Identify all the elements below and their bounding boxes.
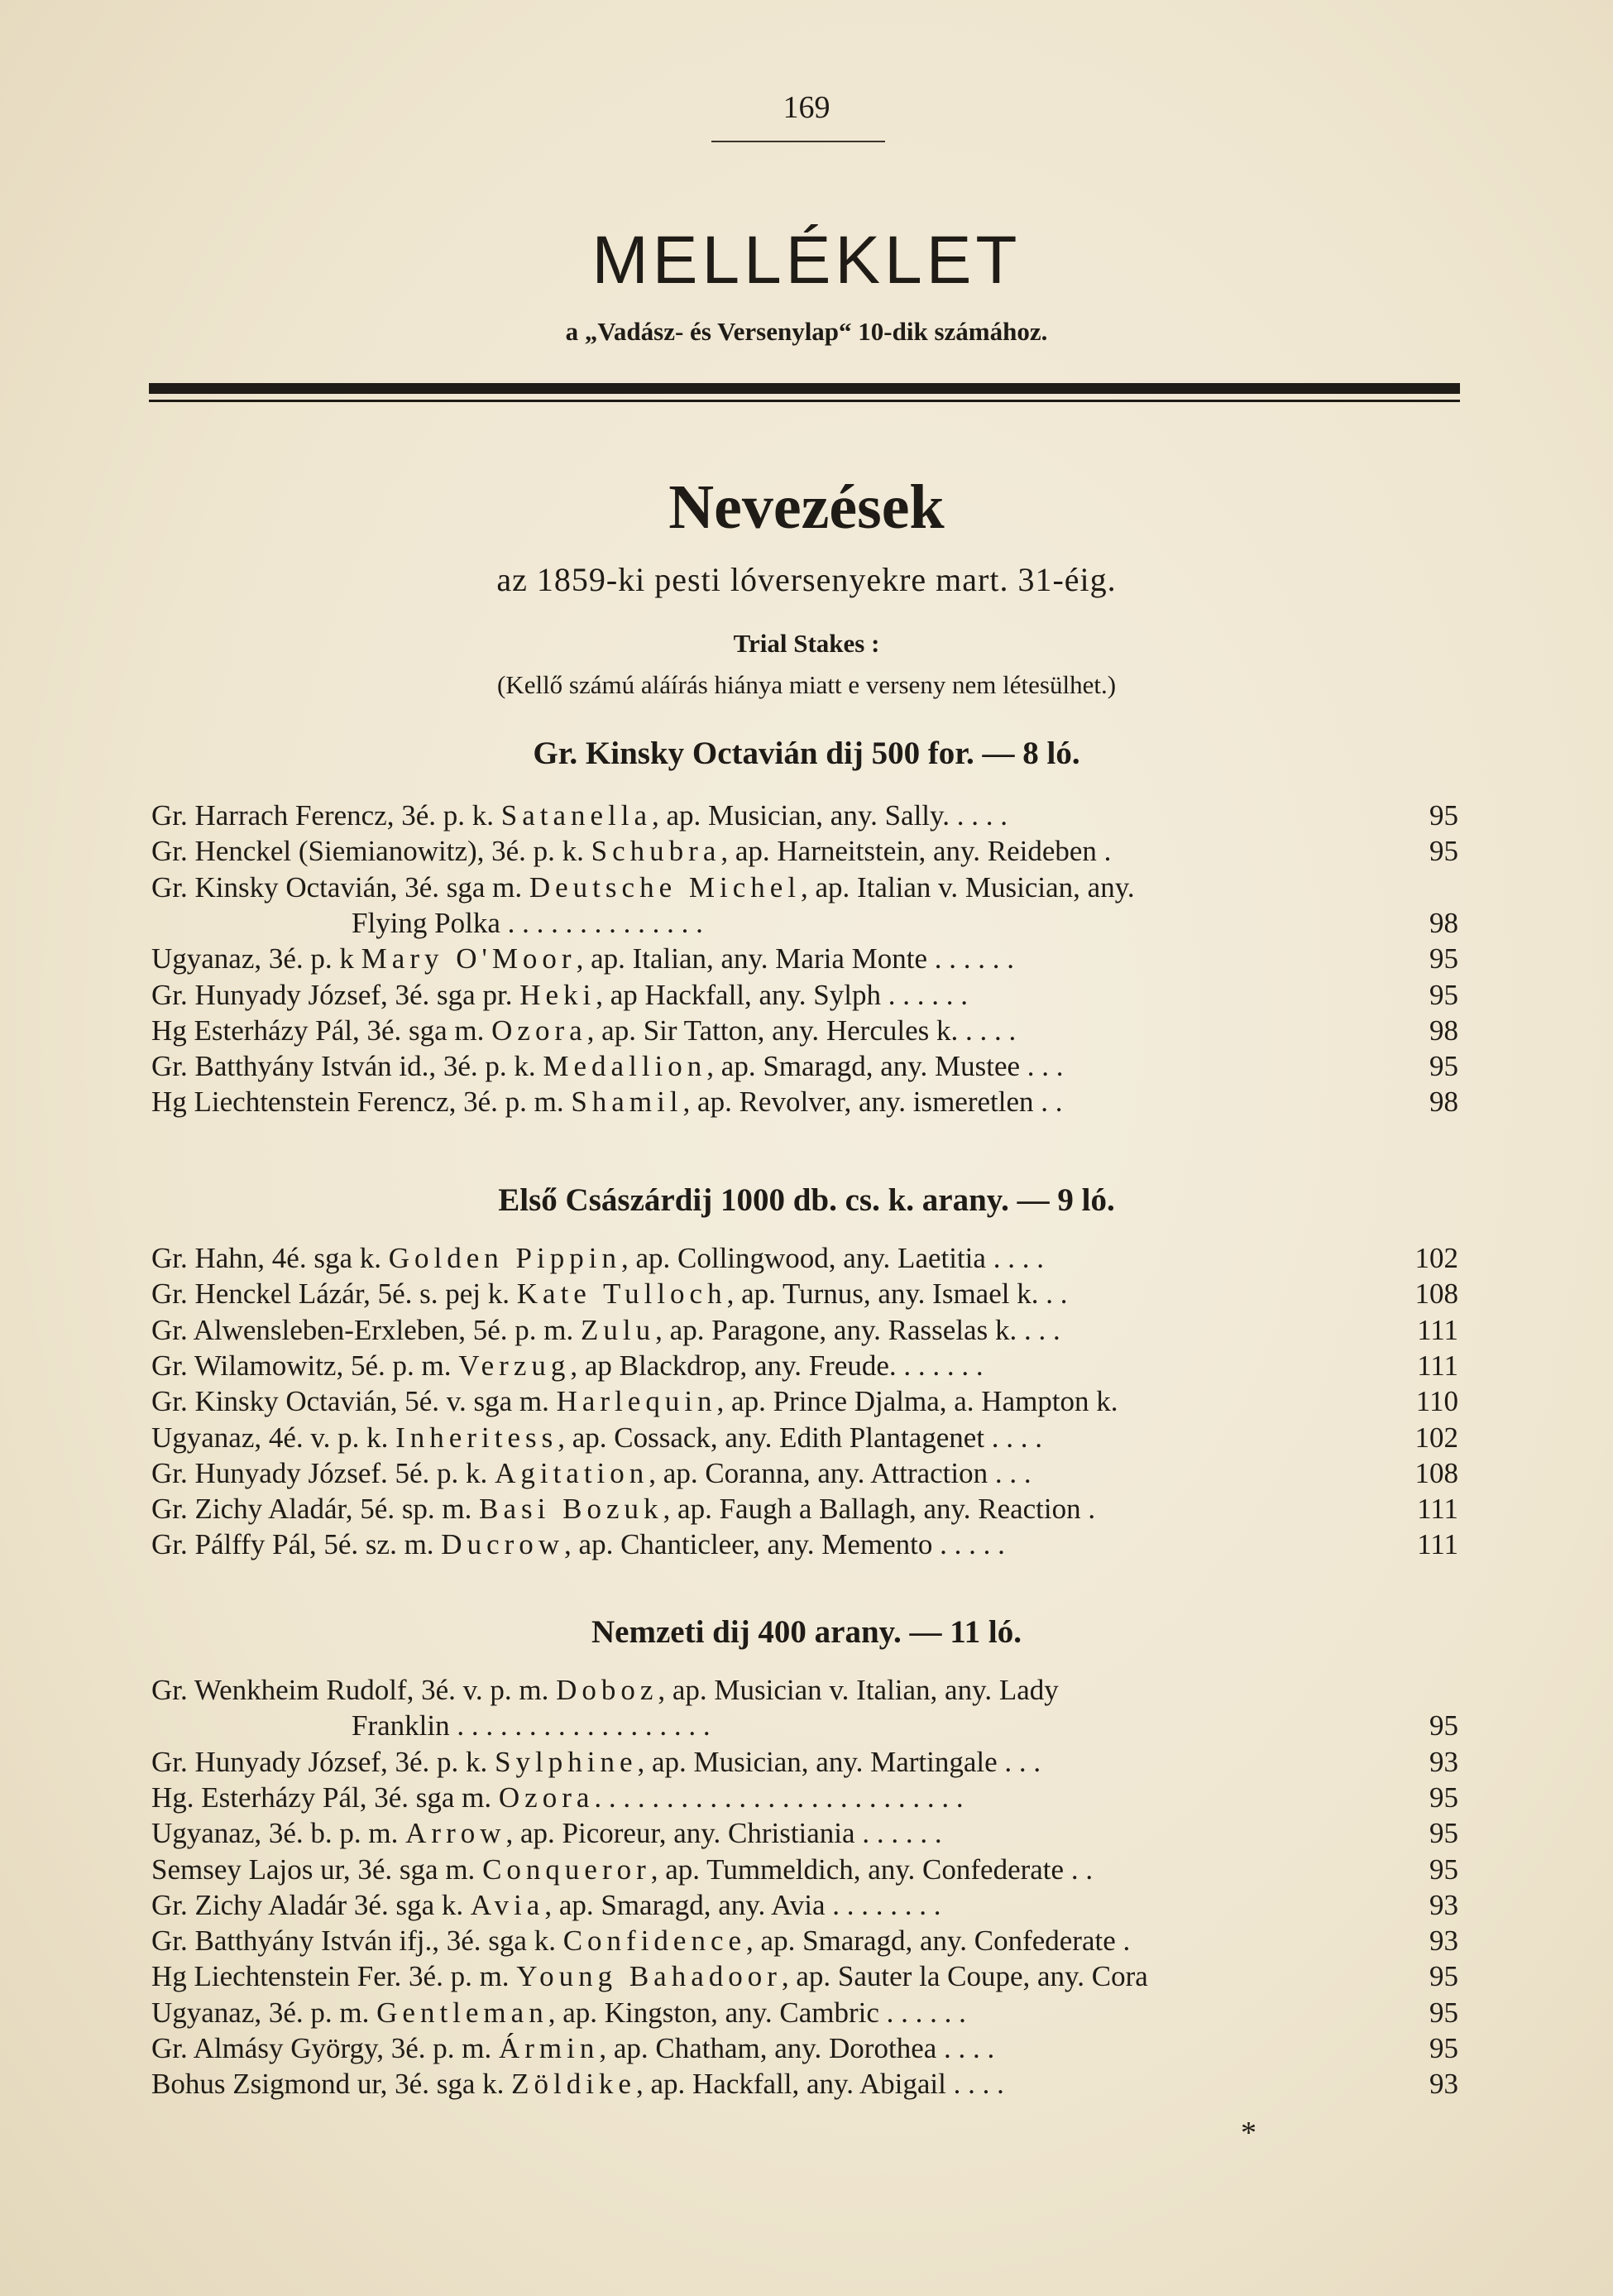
weight-value: 111 [1417, 1313, 1458, 1346]
entry-text [151, 1958, 1148, 1996]
entry-text [151, 1419, 1042, 1457]
weight-value: 98 [1429, 1086, 1458, 1119]
owner-and-details: Gr. Henckel Lázár, 5é. s. pej k. [151, 1277, 517, 1311]
entry-line [151, 1275, 1458, 1313]
weight-value: 98 [1429, 906, 1458, 939]
horse-name: Harlequin [556, 1385, 717, 1418]
entry-line [151, 1083, 1458, 1121]
weight-value: 110 [1415, 1385, 1458, 1418]
owner-and-details: Gr. Hunyady József, 3é. p. k. [151, 1745, 495, 1778]
pedigree: , ap. Coranna, any. Attraction . . . [649, 1456, 1031, 1489]
owner-and-details: Ugyanaz, 3é. p. k [151, 942, 361, 975]
weight-value: 95 [1429, 942, 1458, 975]
entry-line [151, 1851, 1458, 1889]
horse-name: Sylphine [495, 1745, 638, 1778]
entry-text [151, 1526, 1005, 1564]
weight-value: 95 [1429, 1817, 1458, 1850]
pedigree: , ap. Smaragd, any. Mustee . . . [706, 1050, 1064, 1083]
entry-text [151, 1383, 1118, 1421]
weight-value: 108 [1414, 1277, 1458, 1311]
owner-and-details: Hg Liechtenstein Ferencz, 3é. p. m. [151, 1086, 572, 1119]
horse-name: Shamil [571, 1086, 683, 1119]
horse-name: Ozora [498, 1781, 595, 1814]
heavy-rule [149, 383, 1460, 394]
entry-text [151, 869, 1135, 907]
entry-line [151, 1743, 1458, 1781]
race-title: Gr. Kinsky Octavián dij 500 for. — 8 ló. [533, 736, 1080, 771]
owner-and-details: Gr. Batthyány István ifj., 3é. sga k. [151, 1925, 563, 1958]
entry-text [151, 1083, 1063, 1121]
pedigree: , ap. Turnus, any. Ismael k. . . [726, 1277, 1068, 1311]
entry-line [151, 1347, 1458, 1385]
horse-name: Agitation [495, 1456, 649, 1489]
entry-text [151, 1851, 1093, 1889]
weight-value: 111 [1417, 1493, 1458, 1526]
owner-and-details: Gr. Hunyady József. 5é. p. k. [151, 1456, 495, 1489]
horse-name: Satanella [500, 799, 653, 832]
pedigree: , ap Hackfall, any. Sylph . . . . . . [596, 978, 968, 1011]
race-title: Első Császárdij 1000 db. cs. k. arany. — 9 ló. [498, 1182, 1115, 1218]
pedigree: , ap. Sauter la Coupe, any. Cora [781, 1960, 1148, 1993]
entry-line [151, 1311, 1458, 1349]
entry-text [151, 1994, 966, 2032]
entry-text [151, 976, 968, 1014]
entry-line [151, 1779, 1458, 1817]
owner-and-details: Gr. Wilamowitz, 5é. p. m. [151, 1349, 459, 1382]
weight-value: 108 [1414, 1456, 1458, 1489]
entry-text [151, 1490, 1095, 1528]
owner-and-details: Gr. Wenkheim Rudolf, 3é. v. p. m. [151, 1674, 557, 1706]
entry-line [151, 1671, 1458, 1709]
entry-line [151, 797, 1458, 835]
horse-name: Basi Bozuk [479, 1493, 663, 1526]
weight-value: 95 [1429, 1996, 1458, 2029]
entry-line [151, 869, 1458, 907]
pedigree: , ap. Chanticleer, any. Memento . . . . . [564, 1528, 1005, 1561]
horse-name: Doboz [556, 1674, 658, 1706]
weight-value: 93 [1429, 1925, 1458, 1958]
pedigree: , ap. Tummeldich, any. Confederate . . [650, 1853, 1094, 1886]
owner-and-details: Hg. Esterházy Pál, 3é. sga m. [151, 1781, 499, 1814]
horse-name: Kate Tulloch [516, 1277, 727, 1311]
weight-value: 111 [1417, 1528, 1458, 1561]
continuation-text: Franklin . . . . . . . . . . . . . . . . . . [352, 1709, 711, 1742]
owner-and-details: Semsey Lajos ur, 3é. sga m. [151, 1853, 483, 1886]
horse-name: Deutsche Michel [529, 870, 801, 904]
weight-value: 111 [1417, 1349, 1458, 1382]
owner-and-details: Gr. Kinsky Octavián, 5é. v. sga m. [151, 1385, 557, 1418]
entry-text [151, 1671, 1059, 1709]
weight-value: 95 [1429, 2032, 1458, 2064]
entry-line [151, 832, 1458, 870]
pedigree: , ap. Musician v. Italian, any. Lady [658, 1674, 1059, 1706]
entry-text [151, 1455, 1031, 1493]
owner-and-details: Gr. Kinsky Octavián, 3é. sga m. [151, 870, 529, 904]
entry-text [151, 2030, 994, 2068]
entry-line [151, 1814, 1458, 1853]
trial-stakes-note: (Kellő számú aláírás hiánya miatt e verseny nem létesülhet.) [496, 670, 1117, 699]
weight-value: 95 [1429, 799, 1458, 832]
pedigree: , ap Blackdrop, any. Freude. . . . . . . [570, 1349, 984, 1382]
pedigree: . . . . . . . . . . . . . . . . . . . . . . . . . . [594, 1781, 964, 1814]
entry-line [151, 2065, 1458, 2103]
entry-text [151, 1886, 941, 1925]
weight-value: 95 [1429, 835, 1458, 868]
pedigree: , ap. Italian v. Musician, any. [801, 870, 1135, 904]
owner-and-details: Hg Liechtenstein Fer. 3é. p. m. [151, 1960, 517, 1993]
entry-text [151, 1239, 1044, 1277]
pedigree: , ap. Smaragd, any. Confederate . [746, 1925, 1131, 1958]
entry-line [151, 1994, 1458, 2032]
weight-value: 102 [1414, 1242, 1458, 1274]
pedigree: , ap. Sir Tatton, any. Hercules k. . . . . [586, 1014, 1017, 1047]
owner-and-details: Gr. Hahn, 4é. sga k. [151, 1242, 389, 1274]
weight-value: 95 [1429, 1050, 1458, 1083]
entry-text [151, 1047, 1064, 1086]
entry-line [151, 1012, 1458, 1050]
horse-name: Zöldike [511, 2068, 636, 2101]
owner-and-details: Ugyanaz, 3é. p. m. [151, 1996, 377, 2029]
entry-line [151, 940, 1458, 978]
weight-value: 93 [1429, 1888, 1458, 1921]
entry-line [151, 1419, 1458, 1457]
pedigree: , ap. Prince Djalma, a. Hampton k. [716, 1385, 1118, 1418]
owner-and-details: Gr. Pálffy Pál, 5é. sz. m. [151, 1528, 442, 1561]
entry-text [151, 1743, 1041, 1781]
horse-name: Arrow [405, 1817, 506, 1850]
entry-line [151, 1455, 1458, 1493]
entry-line [151, 1239, 1458, 1277]
owner-and-details: Gr. Alwensleben-Erxleben, 5é. p. m. [151, 1313, 582, 1346]
page-number: 169 [783, 90, 830, 125]
pedigree: , ap. Smaragd, any. Avia . . . . . . . . [544, 1888, 941, 1921]
entry-text [151, 1814, 942, 1853]
entry-line [151, 976, 1458, 1014]
pedigree: , ap. Cossack, any. Edith Plantagenet . . . . [558, 1421, 1043, 1454]
entry-continuation [352, 904, 1458, 942]
race-title: Nemzeti dij 400 arany. — 11 ló. [591, 1614, 1022, 1650]
entry-line [151, 2030, 1458, 2068]
pedigree: , ap. Collingwood, any. Laetitia . . . . [620, 1242, 1044, 1274]
horse-name: Ármin [498, 2032, 600, 2064]
horse-name: Medallion [543, 1050, 707, 1083]
date-line: az 1859-ki pesti lóversenyekre mart. 31-éig. [496, 561, 1117, 598]
main-title: MELLÉKLET [591, 223, 1022, 298]
horse-name: Inheritess [395, 1421, 558, 1454]
weight-value: 95 [1429, 1781, 1458, 1814]
horse-name: Avia [470, 1888, 545, 1921]
pedigree: , ap. Kingston, any. Cambric . . . . . . [548, 1996, 966, 2029]
horse-name: Ozora [491, 1014, 587, 1047]
horse-name: Heki [519, 978, 596, 1011]
owner-and-details: Ugyanaz, 3é. b. p. m. [151, 1817, 406, 1850]
owner-and-details: Gr. Zichy Aladár, 5é. sp. m. [151, 1493, 480, 1526]
subtitle: a „Vadász- és Versenylap“ 10-dik számához. [565, 317, 1048, 346]
pedigree: , ap. Faugh a Ballagh, any. Reaction . [663, 1493, 1096, 1526]
weight-value: 102 [1414, 1421, 1458, 1454]
entry-continuation [352, 1707, 1458, 1745]
section-title: Nevezések [668, 472, 945, 542]
pedigree: , ap. Musician, any. Sally. . . . . [652, 799, 1008, 832]
thin-rule [149, 400, 1460, 402]
owner-and-details: Gr. Harrach Ferencz, 3é. p. k. [151, 799, 501, 832]
pedigree: , ap. Paragone, any. Rasselas k. . . . [655, 1313, 1060, 1346]
continuation-text: Flying Polka . . . . . . . . . . . . . . [352, 906, 703, 939]
entry-line [151, 1922, 1458, 1960]
owner-and-details: Gr. Zichy Aladár 3é. sga k. [151, 1888, 471, 1921]
owner-and-details: Bohus Zsigmond ur, 3é. sga k. [151, 2068, 512, 2101]
owner-and-details: Gr. Henckel (Siemianowitz), 3é. p. k. [151, 835, 591, 868]
entry-text [151, 1311, 1060, 1349]
page-number-rule [711, 141, 885, 142]
pedigree: , ap. Revolver, any. ismeretlen . . [682, 1086, 1063, 1119]
owner-and-details: Gr. Batthyány István id., 3é. p. k. [151, 1050, 543, 1083]
owner-and-details: Gr. Hunyady József, 3é. sga pr. [151, 978, 520, 1011]
pedigree: , ap. Musician, any. Martingale . . . [637, 1745, 1041, 1778]
horse-name: Mary O'Moor [361, 942, 577, 975]
horse-name: Gentleman [376, 1996, 548, 2029]
entry-text [151, 2065, 1004, 2103]
horse-name: Ducrow [441, 1528, 565, 1561]
pedigree: , ap. Chatham, any. Dorothea . . . . [599, 2032, 995, 2064]
owner-and-details: Ugyanaz, 4é. v. p. k. [151, 1421, 396, 1454]
entry-line [151, 1047, 1458, 1086]
entry-text [151, 797, 1008, 835]
pedigree: , ap. Hackfall, any. Abigail . . . . [635, 2068, 1004, 2101]
weight-value: 98 [1429, 1014, 1458, 1047]
entry-text [151, 940, 1014, 978]
entry-text [151, 1275, 1067, 1313]
weight-value: 95 [1429, 1960, 1458, 1993]
entry-text [151, 1012, 1016, 1050]
weight-value: 95 [1429, 1853, 1458, 1886]
footnote-asterisk: * [1241, 2116, 1256, 2150]
pedigree: , ap. Harneitstein, any. Reideben . [720, 835, 1112, 868]
entry-text [151, 1779, 964, 1817]
weight-value: 95 [1429, 978, 1458, 1011]
pedigree: , ap. Picoreur, any. Christiania . . . . . . [505, 1817, 942, 1850]
entry-line [151, 1958, 1458, 1996]
entry-text [151, 1922, 1130, 1960]
weight-value: 93 [1429, 2068, 1458, 2101]
horse-name: Golden Pippin [388, 1242, 621, 1274]
horse-name: Schubra [591, 835, 721, 868]
horse-name: Young Bahadoor [516, 1960, 782, 1993]
entry-line [151, 1886, 1458, 1925]
pedigree: , ap. Italian, any. Maria Monte . . . . . . [576, 942, 1014, 975]
entry-line [151, 1526, 1458, 1564]
owner-and-details: Hg Esterházy Pál, 3é. sga m. [151, 1014, 492, 1047]
horse-name: Conqueror [482, 1853, 651, 1886]
entry-text [151, 832, 1111, 870]
entry-line [151, 1490, 1458, 1528]
weight-value: 95 [1429, 1709, 1458, 1742]
owner-and-details: Gr. Almásy György, 3é. p. m. [151, 2032, 499, 2064]
horse-name: Confidence [562, 1925, 747, 1958]
entry-line [151, 1383, 1458, 1421]
horse-name: Zulu [581, 1313, 656, 1346]
weight-value: 93 [1429, 1745, 1458, 1778]
entry-text [151, 1347, 984, 1385]
horse-name: Verzug [458, 1349, 571, 1382]
trial-stakes-title: Trial Stakes : [733, 629, 880, 658]
